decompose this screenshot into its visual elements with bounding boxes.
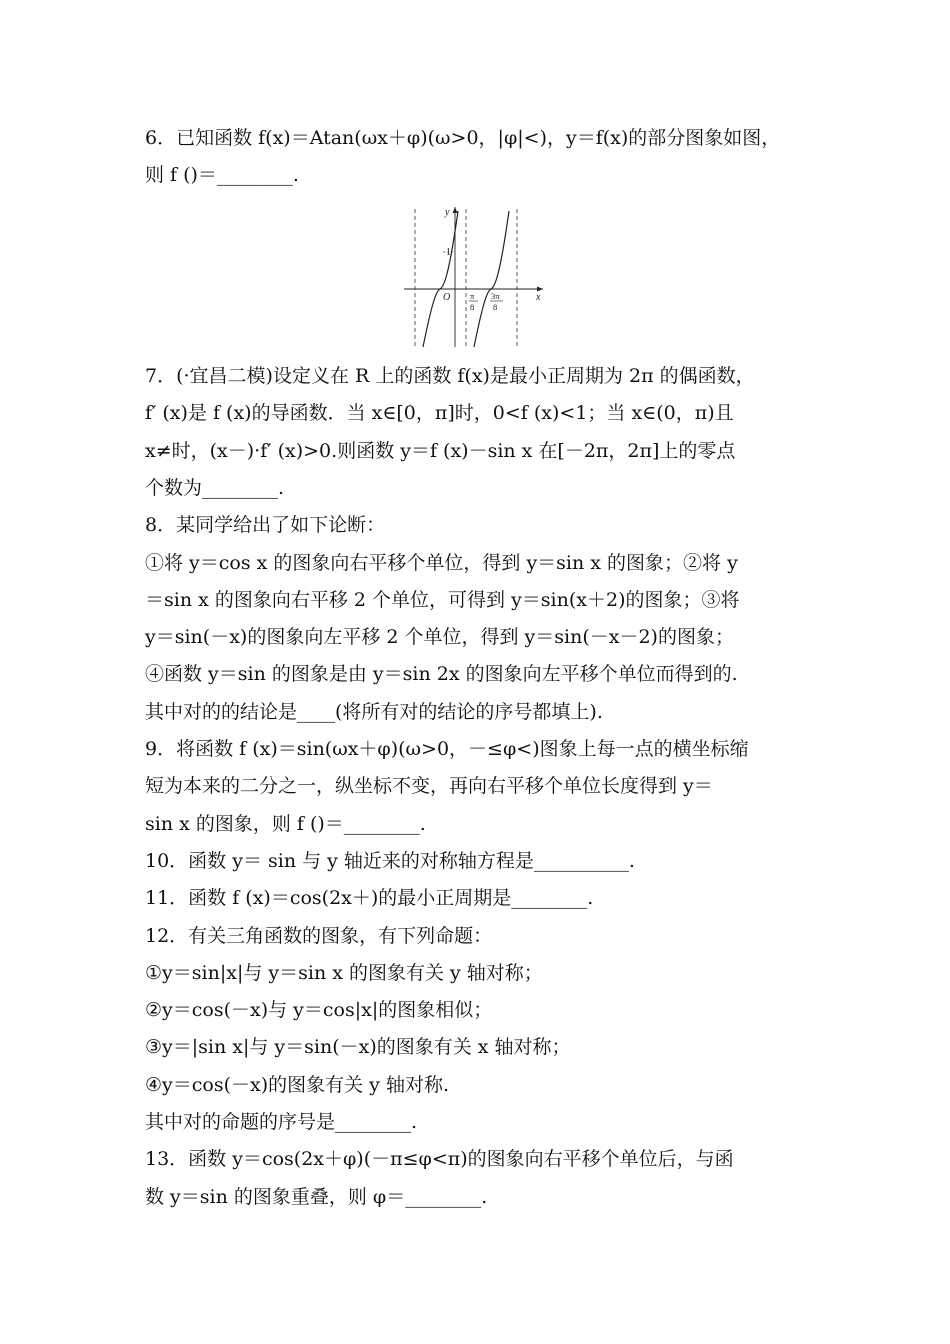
pi-label: π xyxy=(470,291,475,301)
problem-9-line-3: sin x 的图象，则 f ()＝________. xyxy=(145,813,426,835)
problem-12-line-4: ③y＝|sin x|与 y＝sin(－x)的图象有关 x 轴对称； xyxy=(145,1036,571,1058)
x-axis-arrow-icon xyxy=(537,287,543,292)
problem-10-line: 10．函数 y＝ sin 与 y 轴近来的对称轴方程是__________. xyxy=(145,850,635,872)
tangent-graph xyxy=(400,203,550,350)
x-axis-label: x xyxy=(536,292,541,303)
problem-6-line-1: 6．已知函数 f(x)＝Atan(ωx＋φ)(ω>0，|φ|<)，y＝f(x)的部分图象如图， xyxy=(145,127,781,149)
one-tick-label: 1 xyxy=(446,247,451,258)
three-pi-label: 3π xyxy=(491,291,500,301)
eight-label-2: 8 xyxy=(493,302,498,312)
problem-7-line-3: x≠时，(x－)·f′ (x)>0.则函数 y＝f (x)－sin x 在[－2π，2π]上的零点 xyxy=(145,440,736,462)
problem-12-line-6: 其中对的命题的序号是________. xyxy=(145,1111,418,1133)
y-axis-label: y xyxy=(445,207,450,218)
problem-6-line-2: 则 f ()＝________. xyxy=(145,164,299,186)
problem-8-line-2: ①将 y＝cos x 的图象向右平移个单位，得到 y＝sin x 的图象；②将 y xyxy=(145,552,738,574)
origin-label: O xyxy=(443,292,451,303)
tangent-branch-2 xyxy=(474,211,509,347)
problem-9-line-2: 短为本来的二分之一，纵坐标不变，再向右平移个单位长度得到 y＝ xyxy=(145,775,713,797)
problem-9-line-1: 9．将函数 f (x)＝sin(ωx＋φ)(ω>0，－≤φ<)图象上每一点的横坐标缩 xyxy=(145,738,749,760)
eight-label: 8 xyxy=(470,302,475,312)
problem-12-line-2: ①y＝sin|x|与 y＝sin x 的图象有关 y 轴对称； xyxy=(145,962,543,984)
problem-12-line-3: ②y＝cos(－x)与 y＝cos|x|的图象相似； xyxy=(145,999,493,1021)
problem-8-line-6: 其中对的的结论是____(将所有对的结论的序号都填上). xyxy=(145,701,603,723)
problem-8-line-5: ④函数 y＝sin 的图象是由 y＝sin 2x 的图象向左平移个单位而得到的. xyxy=(145,663,738,685)
y-axis-arrow-icon xyxy=(453,207,458,213)
problem-8-line-3: ＝sin x 的图象向右平移 2 个单位，可得到 y＝sin(x＋2)的图象；③将 xyxy=(145,589,740,611)
problem-7-line-4: 个数为________. xyxy=(145,477,285,499)
problem-7-line-1: 7．(·宜昌二模)设定义在 R 上的函数 f(x)是最小正周期为 2π 的偶函数， xyxy=(145,365,755,387)
problem-11-line: 11．函数 f (x)＝cos(2x＋)的最小正周期是________. xyxy=(145,887,594,909)
problem-12-line-5: ④y＝cos(－x)的图象有关 y 轴对称. xyxy=(145,1074,449,1096)
problem-13-line-2: 数 y＝sin 的图象重叠，则 φ＝________. xyxy=(145,1186,488,1208)
problem-12-line-1: 12．有关三角函数的图象，有下列命题： xyxy=(145,925,493,947)
problem-8-line-4: y＝sin(－x)的图象向左平移 2 个单位，得到 y＝sin(－x－2)的图象； xyxy=(145,626,734,648)
problem-7-line-2: f′ (x)是 f (x)的导函数．当 x∈[0，π]时，0<f (x)<1；当 x∈(0，π)且 xyxy=(145,402,734,424)
tangent-branch-1 xyxy=(423,211,458,347)
tangent-graph-figure xyxy=(400,203,550,350)
problem-8-line-1: 8．某同学给出了如下论断： xyxy=(145,514,386,536)
problem-13-line-1: 13．函数 y＝cos(2x＋φ)(－π≤φ<π)的图象向右平移个单位后，与函 xyxy=(145,1148,734,1170)
